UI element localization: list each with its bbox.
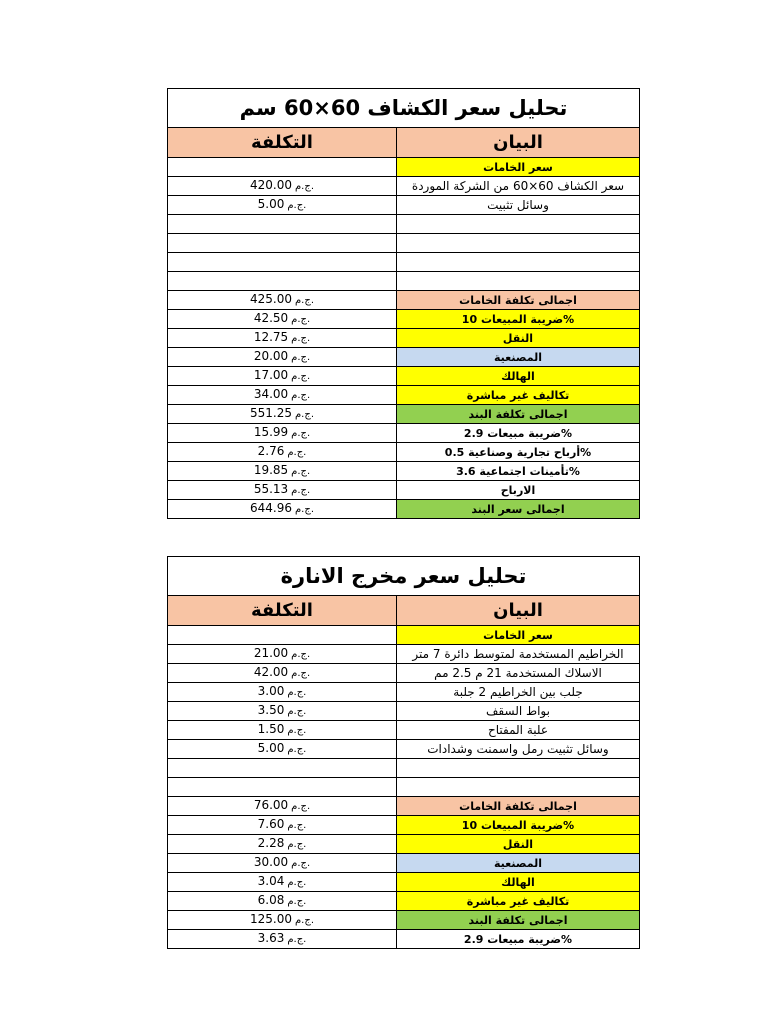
currency-label: ج.م. <box>294 295 314 306</box>
cost-value: 17.00 <box>253 368 289 382</box>
cost-value: 5.00 <box>257 197 285 211</box>
cost-value: 76.00 <box>253 798 289 812</box>
cost-cell <box>168 405 397 424</box>
cost-cell <box>168 778 397 797</box>
description-cell: اجمالى تكلفة البند <box>397 911 640 930</box>
table-row <box>168 930 640 949</box>
cost-value: 2.28 <box>257 836 285 850</box>
cost-value: 644.96 <box>249 501 292 515</box>
table-row <box>168 664 640 683</box>
table-row <box>168 778 640 797</box>
currency-label: ج.م. <box>291 485 311 496</box>
table-row <box>168 158 640 177</box>
table-row <box>168 626 640 645</box>
description-cell: %ضريبة المبيعات 10 <box>397 816 640 835</box>
currency-label: ج.م. <box>291 466 311 477</box>
column-header-description: البيان <box>397 128 640 158</box>
cost-cell <box>168 196 397 215</box>
description-cell: سعر الخامات <box>397 626 640 645</box>
cost-cell <box>168 462 397 481</box>
cost-cell <box>168 797 397 816</box>
table-row <box>168 329 640 348</box>
cost-value: 34.00 <box>253 387 289 401</box>
currency-label: ج.م. <box>287 447 307 458</box>
description-cell: اجمالى تكلفة الخامات <box>397 797 640 816</box>
cost-cell <box>168 816 397 835</box>
table-row <box>168 177 640 196</box>
description-cell: وسائل تثبيت رمل واسمنت وشدادات <box>397 740 640 759</box>
currency-label: ج.م. <box>291 428 311 439</box>
description-cell: جلب بين الخراطيم 2 جلبة <box>397 683 640 702</box>
column-header-description: البيان <box>397 596 640 626</box>
table-row <box>168 892 640 911</box>
cost-cell <box>168 626 397 645</box>
cost-cell <box>168 272 397 291</box>
description-cell: الاسلاك المستخدمة 21 م 2.5 مم <box>397 664 640 683</box>
description-cell <box>397 253 640 272</box>
cost-cell <box>168 253 397 272</box>
description-cell: تكاليف غير مباشرة <box>397 892 640 911</box>
currency-label: ج.م. <box>294 504 314 515</box>
cost-value: 12.75 <box>253 330 289 344</box>
table-row <box>168 253 640 272</box>
table-row <box>168 854 640 873</box>
currency-label: ج.م. <box>291 390 311 401</box>
currency-label: ج.م. <box>291 352 311 363</box>
table-row <box>168 291 640 310</box>
description-cell: الارباح <box>397 481 640 500</box>
cost-value: 7.60 <box>257 817 285 831</box>
cost-value: 15.99 <box>253 425 289 439</box>
description-cell: علبة المفتاح <box>397 721 640 740</box>
description-cell: %ضريبة المبيعات 10 <box>397 310 640 329</box>
cost-cell <box>168 158 397 177</box>
cost-value: 19.85 <box>253 463 289 477</box>
table-row <box>168 759 640 778</box>
description-cell: %ضريبة مبيعات 2.9 <box>397 930 640 949</box>
currency-label: ج.م. <box>287 200 307 211</box>
table-row <box>168 873 640 892</box>
description-cell: النقل <box>397 835 640 854</box>
description-cell: اجمالى سعر البند <box>397 500 640 519</box>
description-cell: اجمالى تكلفة البند <box>397 405 640 424</box>
description-cell: المصنعية <box>397 348 640 367</box>
cost-value: 42.50 <box>253 311 289 325</box>
cost-cell <box>168 854 397 873</box>
currency-label: ج.م. <box>287 839 307 850</box>
currency-label: ج.م. <box>291 314 311 325</box>
currency-label: ج.م. <box>287 896 307 907</box>
cost-cell <box>168 310 397 329</box>
description-cell <box>397 272 640 291</box>
currency-label: ج.م. <box>294 915 314 926</box>
cost-value: 3.50 <box>257 703 285 717</box>
table-row <box>168 348 640 367</box>
table-row <box>168 424 640 443</box>
table-row <box>168 310 640 329</box>
cost-cell <box>168 930 397 949</box>
column-header-cost: التكلفة <box>168 128 397 158</box>
cost-cell <box>168 329 397 348</box>
cost-cell <box>168 911 397 930</box>
table-row <box>168 740 640 759</box>
cost-cell <box>168 481 397 500</box>
cost-cell <box>168 664 397 683</box>
currency-label: ج.م. <box>294 181 314 192</box>
description-cell: اجمالى تكلفة الخامات <box>397 291 640 310</box>
description-cell: وسائل تثبيت <box>397 196 640 215</box>
cost-value: 55.13 <box>253 482 289 496</box>
spotlight-cost-table <box>167 88 640 519</box>
table-row <box>168 196 640 215</box>
description-cell: سعر الخامات <box>397 158 640 177</box>
table-title: تحليل سعر مخرج الانارة <box>168 557 640 596</box>
currency-label: ج.م. <box>291 858 311 869</box>
description-cell: %أرباح تجارية وصناعية 0.5 <box>397 443 640 462</box>
cost-value: 2.76 <box>257 444 285 458</box>
cost-cell <box>168 386 397 405</box>
cost-cell <box>168 500 397 519</box>
cost-value: 420.00 <box>249 178 292 192</box>
table-title: تحليل سعر الكشاف 60×60 سم <box>168 89 640 128</box>
cost-cell <box>168 702 397 721</box>
table-row <box>168 234 640 253</box>
description-cell: النقل <box>397 329 640 348</box>
cost-cell <box>168 443 397 462</box>
cost-value: 3.04 <box>257 874 285 888</box>
cost-cell <box>168 873 397 892</box>
description-cell <box>397 759 640 778</box>
description-cell: تكاليف غير مباشرة <box>397 386 640 405</box>
cost-value: 30.00 <box>253 855 289 869</box>
currency-label: ج.م. <box>287 706 307 717</box>
cost-cell <box>168 683 397 702</box>
table-row <box>168 462 640 481</box>
table-row <box>168 481 640 500</box>
description-cell: %تأمينات اجتماعية 3.6 <box>397 462 640 481</box>
cost-cell <box>168 348 397 367</box>
cost-value: 42.00 <box>253 665 289 679</box>
table-row <box>168 405 640 424</box>
cost-cell <box>168 234 397 253</box>
cost-cell <box>168 759 397 778</box>
cost-value: 21.00 <box>253 646 289 660</box>
table-row <box>168 683 640 702</box>
currency-label: ج.م. <box>287 934 307 945</box>
currency-label: ج.م. <box>287 744 307 755</box>
cost-value: 1.50 <box>257 722 285 736</box>
description-cell <box>397 215 640 234</box>
description-cell: %ضريبة مبيعات 2.9 <box>397 424 640 443</box>
table-row <box>168 443 640 462</box>
table-row <box>168 816 640 835</box>
currency-label: ج.م. <box>294 409 314 420</box>
currency-label: ج.م. <box>291 649 311 660</box>
column-header-cost: التكلفة <box>168 596 397 626</box>
lighting-outlet-cost-table <box>167 556 640 949</box>
description-cell: سعر الكشاف 60×60 من الشركة الموردة <box>397 177 640 196</box>
cost-value: 5.00 <box>257 741 285 755</box>
description-cell: الخراطيم المستخدمة لمتوسط دائرة 7 متر <box>397 645 640 664</box>
currency-label: ج.م. <box>287 820 307 831</box>
currency-label: ج.م. <box>291 801 311 812</box>
cost-value: 425.00 <box>249 292 292 306</box>
description-cell <box>397 234 640 253</box>
table-row <box>168 721 640 740</box>
description-cell: المصنعية <box>397 854 640 873</box>
cost-cell <box>168 291 397 310</box>
cost-cell <box>168 892 397 911</box>
currency-label: ج.م. <box>291 333 311 344</box>
description-cell: الهالك <box>397 367 640 386</box>
currency-label: ج.م. <box>287 687 307 698</box>
table-row <box>168 386 640 405</box>
table-row <box>168 702 640 721</box>
cost-cell <box>168 835 397 854</box>
currency-label: ج.م. <box>287 725 307 736</box>
cost-value: 551.25 <box>249 406 292 420</box>
cost-cell <box>168 645 397 664</box>
table-row <box>168 367 640 386</box>
currency-label: ج.م. <box>291 371 311 382</box>
cost-cell <box>168 177 397 196</box>
table-row <box>168 645 640 664</box>
cost-cell <box>168 424 397 443</box>
table-row <box>168 835 640 854</box>
currency-label: ج.م. <box>291 668 311 679</box>
description-cell: الهالك <box>397 873 640 892</box>
table-row <box>168 272 640 291</box>
description-cell: بواط السقف <box>397 702 640 721</box>
cost-value: 20.00 <box>253 349 289 363</box>
currency-label: ج.م. <box>287 877 307 888</box>
cost-cell <box>168 367 397 386</box>
cost-value: 3.63 <box>257 931 285 945</box>
cost-value: 125.00 <box>249 912 292 926</box>
cost-value: 3.00 <box>257 684 285 698</box>
cost-value: 6.08 <box>257 893 285 907</box>
description-cell <box>397 778 640 797</box>
cost-cell <box>168 740 397 759</box>
table-row <box>168 797 640 816</box>
table-row <box>168 911 640 930</box>
cost-cell <box>168 721 397 740</box>
cost-cell <box>168 215 397 234</box>
table-row <box>168 215 640 234</box>
table-row <box>168 500 640 519</box>
